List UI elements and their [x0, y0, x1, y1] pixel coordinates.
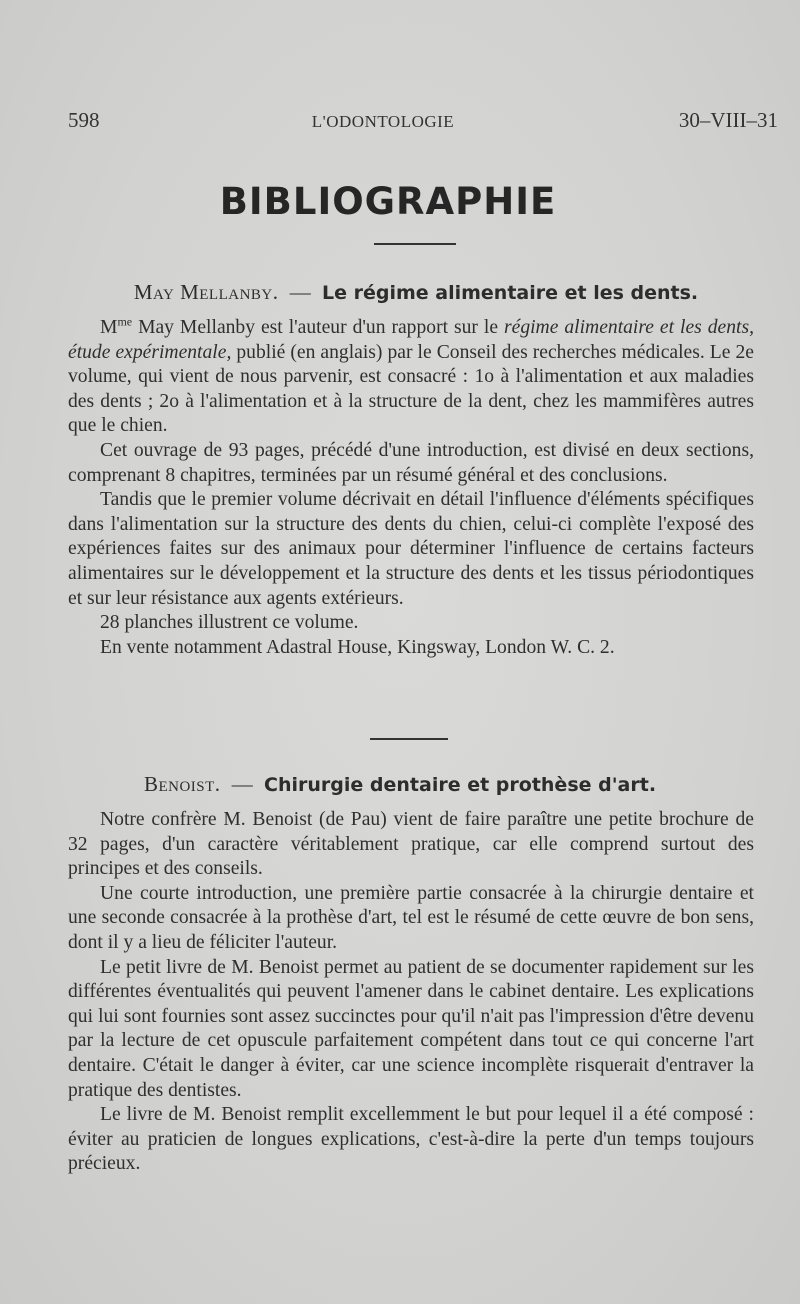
entry-separator: —	[231, 772, 253, 796]
entry-divider	[370, 738, 448, 740]
entry-heading-2	[0, 772, 800, 797]
paragraph: Une courte introduction, une première partie consacrée à la chirurgie dentaire et une seconde consacrée à la prothèse d'art, tel est le résumé de cette œuvre de bon sens, dont il y a lieu de féliciter l'auteur.	[68, 882, 754, 953]
entry-separator: —	[289, 280, 311, 304]
paragraph-lead-superscript: me	[117, 314, 133, 329]
paragraph	[68, 316, 754, 439]
paragraph-text: publié (en anglais) par le Conseil des recherches médicales. Le 2e volume, qui vient de nous parvenir, est consacré : 1o à l'alimentation et aux maladies des dents ; 2o à l'alimentation et à la structure de la dent, chez les mammifères autres que le chien.	[68, 341, 754, 437]
issue-date: 30–VIII–31	[678, 108, 778, 132]
entry-work-title: Le régime alimentaire et les dents.	[321, 282, 699, 304]
paragraph: 28 planches illustrent ce volume.	[100, 612, 359, 634]
entry-body-2	[68, 808, 754, 1177]
entry-author: Benoist.	[143, 772, 221, 796]
paragraph: Notre confrère M. Benoist (de Pau) vient de faire paraître une petite brochure de 32 pages, d'un caractère véritablement pratique, car elle comprend surtout des principes et des conseils.	[68, 809, 754, 880]
journal-title: L'ODONTOLOGIE	[311, 112, 455, 131]
title-divider	[374, 243, 456, 245]
running-head	[68, 108, 778, 138]
entry-author: May Mellanby.	[133, 280, 279, 304]
paragraph-italic-title: régime alimentaire et les dents, étude expérimentale,	[68, 317, 754, 363]
entry-body-1	[68, 316, 754, 660]
page-number: 598	[68, 108, 100, 132]
paragraph: Le livre de M. Benoist remplit excellemment le but pour lequel il a été composé : éviter au praticien de longues explications, c'est-à-dire la perte d'un temps toujours précieux.	[68, 1104, 754, 1175]
paragraph: Cet ouvrage de 93 pages, précédé d'une introduction, est divisé en deux sections, comprenant 8 chapitres, terminées par un résumé général et des conclusions.	[68, 439, 754, 486]
paragraph-text: May Mellanby est l'auteur d'un rapport sur le	[132, 317, 504, 338]
entry-heading-1	[16, 280, 800, 305]
section-title: BIBLIOGRAPHIE	[219, 180, 557, 223]
paragraph-lead: M	[100, 317, 118, 338]
paragraph: Le petit livre de M. Benoist permet au patient de se documenter rapidement sur les différentes éventualités qui peuvent l'amener dans le cabinet dentaire. Les explications qui lui sont fournies sont assez succinctes pour qu'il n'ait pas l'impression d'être devenu par la lecture de cet opuscule parfaitement compétent dans tout ce qui concerne l'art dentaire. C'était le danger à éviter, car une science incomplète risquerait d'entraver la pratique des dentistes.	[68, 956, 754, 1101]
paragraph: En vente notamment Adastral House, Kingsway, London W. C. 2.	[100, 636, 615, 658]
paragraph: Tandis que le premier volume décrivait en détail l'influence d'éléments spécifiques dans l'alimentation sur la structure des dents du chien, celui-ci complète l'exposé des expériences faites sur des animaux pour déterminer l'influence de certains facteurs alimentaires sur le développement et la structure des dents et les tissus périodontiques et sur leur résistance aux agents extérieurs.	[68, 489, 754, 609]
entry-work-title: Chirurgie dentaire et prothèse d'art.	[264, 774, 657, 796]
